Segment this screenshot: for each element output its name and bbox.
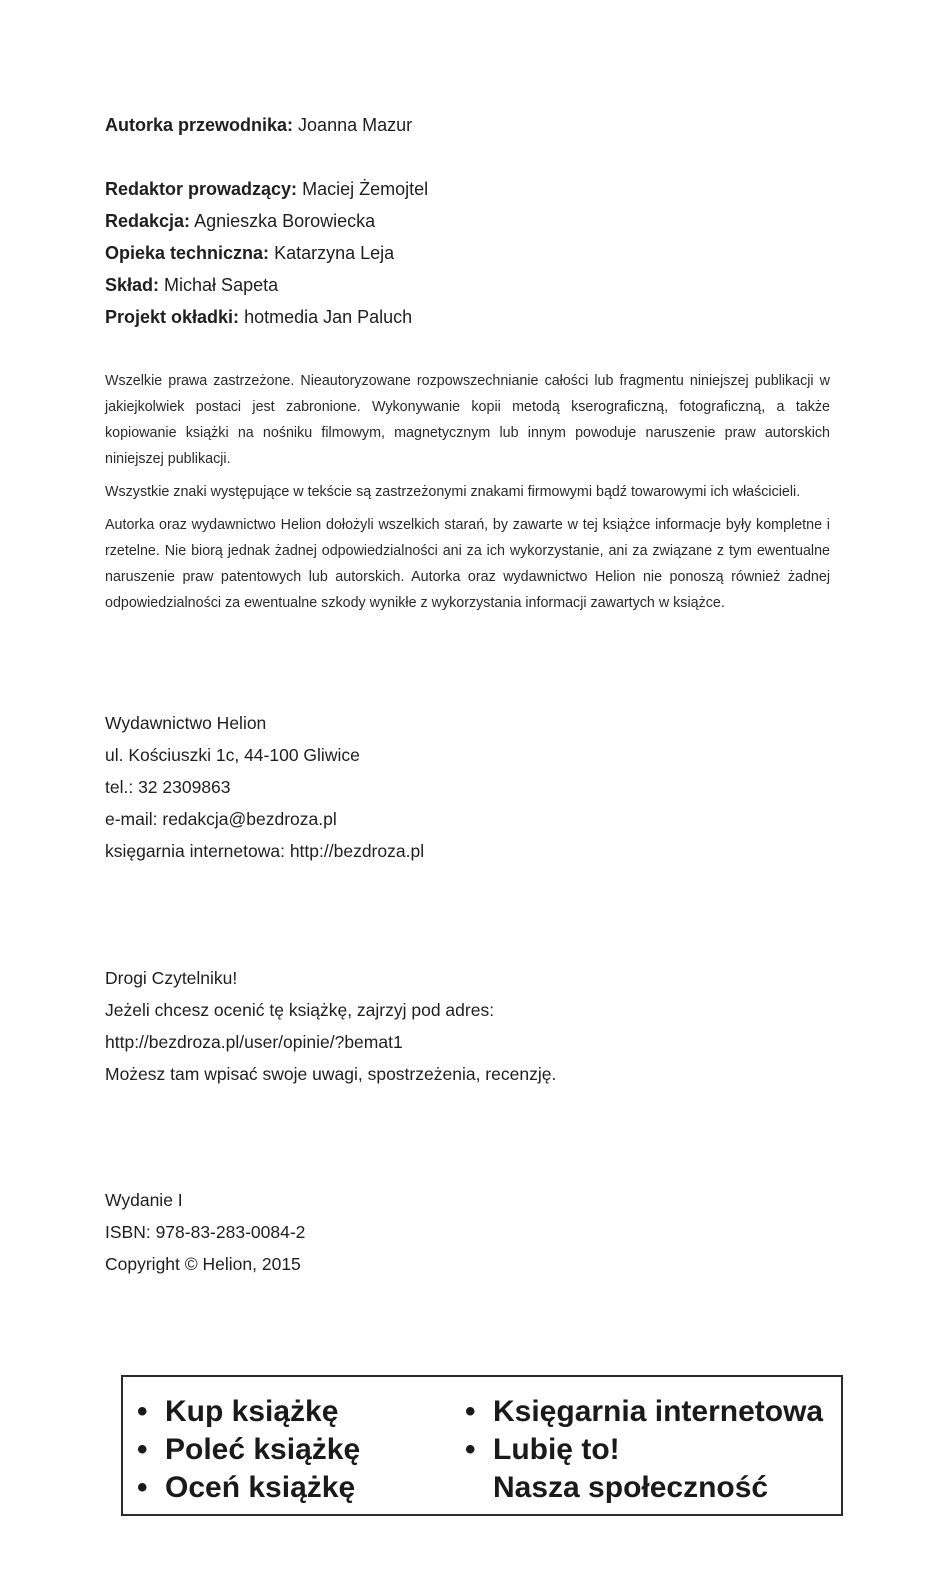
promo-label: Księgarnia internetowa (493, 1395, 824, 1428)
credit-author (105, 109, 825, 141)
credit-value: Joanna Mazur (298, 115, 413, 135)
rate-book-link[interactable] (137, 1469, 360, 1507)
promo-label: Lubię to! (493, 1433, 620, 1466)
publisher-phone: tel.: 32 2309863 (105, 777, 231, 797)
credit-lead-editor (105, 173, 825, 205)
promo-label: Poleć książkę (165, 1433, 361, 1466)
spacer (105, 141, 825, 173)
bullet-icon: • (137, 1395, 148, 1428)
credit-cover-design (105, 301, 825, 333)
review-url[interactable]: http://bezdroza.pl/user/opinie/?bemat1 (105, 1032, 403, 1052)
publisher-address: ul. Kościuszki 1c, 44-100 Gliwice (105, 745, 360, 765)
trademarks-paragraph: Wszystkie znaki występujące w tekście są zastrzeżonymi znakami firmowymi bądź towarowymi ich właścicieli. (105, 484, 801, 500)
credit-value: Maciej Żemojtel (302, 179, 429, 199)
edition-number: Wydanie I (105, 1190, 183, 1210)
promo-box (121, 1375, 843, 1516)
credit-value: hotmedia Jan Paluch (244, 307, 413, 327)
bullet-icon: • (137, 1471, 148, 1504)
promo-left-column (137, 1393, 360, 1507)
bullet-icon: • (465, 1395, 476, 1428)
isbn: ISBN: 978-83-283-0084-2 (105, 1222, 306, 1242)
publisher-email[interactable]: e-mail: redakcja@bezdroza.pl (105, 809, 337, 829)
credit-label: Projekt okładki: (105, 307, 240, 327)
rights-paragraph: Wszelkie prawa zastrzeżone. Nieautoryzowane rozpowszechnianie całości lub fragmentu niniejszej publikacji w jakiejkolwiek postaci jest zabronione. Wykonywanie kopii metodą kserograficzną, fotograficzną, a także kopiowanie książki na nośniku filmowym, magnetycznym lub innym powoduje naruszenie praw autorskich niniejszej publikacji. (105, 373, 830, 467)
bullet-icon: • (465, 1433, 476, 1466)
credit-value: Michał Sapeta (164, 275, 279, 295)
bullet-icon: • (137, 1433, 148, 1466)
like-link[interactable] (465, 1431, 823, 1469)
credit-label: Skład: (105, 275, 160, 295)
promo-label: Oceń książkę (165, 1471, 356, 1504)
buy-book-link[interactable] (137, 1393, 360, 1431)
promo-label: Kup książkę (165, 1395, 339, 1428)
community-link[interactable]: Nasza społeczność (493, 1471, 769, 1504)
online-bookstore-link[interactable] (465, 1393, 823, 1431)
credit-label: Opieka techniczna: (105, 243, 270, 263)
credit-editing (105, 205, 825, 237)
disclaimer-paragraph: Autorka oraz wydawnictwo Helion dołożyli wszelkich starań, by zawarte w tej książce informacje były kompletne i rzetelne. Nie biorą jednak żadnej odpowiedzialności ani za ich wykorzystanie, ani za związane z tym ewentualne naruszenie praw patentowych lub autorskich. Autorka oraz wydawnictwo Helion nie ponoszą również żadnej odpowiedzialności za ewentualne szkody wynikłe z wykorzystania informacji zawartych w książce. (105, 517, 830, 611)
reader-line: Możesz tam wpisać swoje uwagi, spostrzeżenia, recenzję. (105, 1064, 557, 1084)
credit-label: Redaktor prowadzący: (105, 179, 298, 199)
credit-value: Agnieszka Borowiecka (194, 211, 376, 231)
credits-block (105, 109, 825, 333)
credit-label: Redakcja: (105, 211, 191, 231)
credit-label: Autorka przewodnika: (105, 115, 294, 135)
recommend-book-link[interactable] (137, 1431, 360, 1469)
credit-typesetting (105, 269, 825, 301)
publisher-bookstore[interactable]: księgarnia internetowa: http://bezdroza.pl (105, 841, 425, 861)
publisher-name: Wydawnictwo Helion (105, 713, 267, 733)
credit-technical (105, 237, 825, 269)
edition-info (105, 1184, 305, 1280)
reader-line: Jeżeli chcesz ocenić tę książkę, zajrzyj pod adres: (105, 1000, 495, 1020)
reader-note (105, 962, 556, 1090)
publisher-info (105, 707, 424, 867)
copyright: Copyright © Helion, 2015 (105, 1254, 301, 1274)
promo-right-column (465, 1393, 823, 1507)
credit-value: Katarzyna Leja (274, 243, 395, 263)
reader-greeting: Drogi Czytelniku! (105, 968, 238, 988)
legal-notice (105, 368, 830, 623)
